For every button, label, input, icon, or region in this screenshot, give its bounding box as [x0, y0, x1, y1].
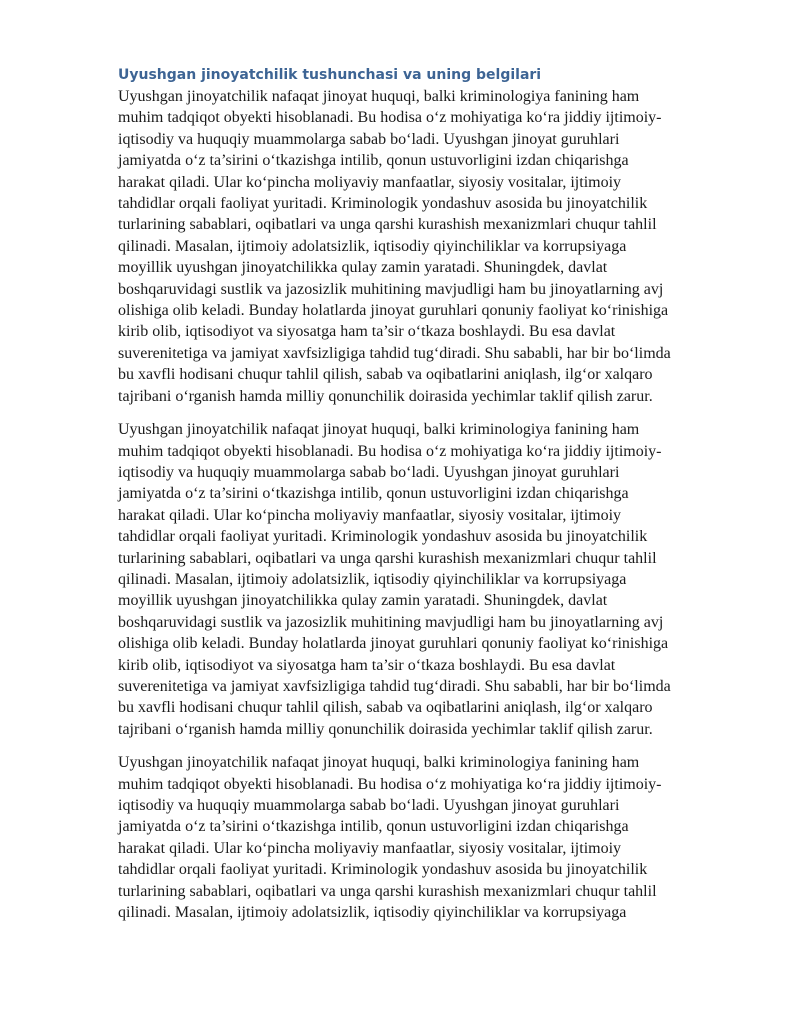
text-line: suverenitetiga va jamiyat xavfsizligiga tahdid tug‘diradi. Shu sababli, har bir bo‘limda	[118, 344, 671, 362]
text-line: tajribani o‘rganish hamda milliy qonunchilik doirasida yechimlar taklif qilish zarur.	[118, 387, 653, 405]
text-line: qilinadi. Masalan, ijtimoiy adolatsizlik, iqtisodiy qiyinchiliklar va korrupsiyaga	[118, 904, 627, 922]
text-line: iqtisodiy va huquqiy muammolarga sabab bo‘ladi. Uyushgan jinoyat guruhlari	[118, 130, 620, 148]
text-line: Uyushgan jinoyatchilik nafaqat jinoyat huquqi, balki kriminologiya fanining ham	[118, 421, 640, 439]
text-line: harakat qiladi. Ular ko‘pincha moliyaviy manfaatlar, siyosiy vositalar, ijtimoiy	[118, 173, 622, 191]
text-line: suverenitetiga va jamiyat xavfsizligiga tahdid tug‘diradi. Shu sababli, har bir bo‘limda	[118, 677, 671, 695]
text-line: tahdidlar orqali faoliyat yuritadi. Kriminologik yondashuv asosida bu jinoyatchilik	[118, 195, 648, 213]
text-line: moyillik uyushgan jinoyatchilikka qulay zamin yaratadi. Shuningdek, davlat	[118, 592, 608, 610]
text-line: olishiga olib keladi. Bunday holatlarda jinoyat guruhlari qonuniy faoliyat ko‘rinishiga	[118, 302, 669, 320]
text-line: boshqaruvidagi sustlik va jazosizlik muhitining mavjudligi ham bu jinoyatlarning avj	[118, 613, 664, 631]
text-line: Uyushgan jinoyatchilik nafaqat jinoyat huquqi, balki kriminologiya fanining ham	[118, 754, 640, 772]
text-line: iqtisodiy va huquqiy muammolarga sabab bo‘ladi. Uyushgan jinoyat guruhlari	[118, 463, 620, 481]
text-line: jamiyatda o‘z ta’sirini o‘tkazishga intilib, qonun ustuvorligini izdan chiqarishga	[118, 818, 629, 836]
text-line: harakat qiladi. Ular ko‘pincha moliyaviy manfaatlar, siyosiy vositalar, ijtimoiy	[118, 839, 622, 857]
text-line: tahdidlar orqali faoliyat yuritadi. Kriminologik yondashuv asosida bu jinoyatchilik	[118, 528, 648, 546]
text-line: muhim tadqiqot obyekti hisoblanadi. Bu hodisa o‘z mohiyatiga ko‘ra jiddiy ijtimoiy-	[118, 109, 662, 127]
paragraph-2	[118, 419, 690, 740]
text-line: tajribani o‘rganish hamda milliy qonunchilik doirasida yechimlar taklif qilish zarur.	[118, 720, 653, 738]
text-line: iqtisodiy va huquqiy muammolarga sabab bo‘ladi. Uyushgan jinoyat guruhlari	[118, 797, 620, 814]
text-line: jamiyatda o‘z ta’sirini o‘tkazishga intilib, qonun ustuvorligini izdan chiqarishga	[118, 152, 629, 170]
text-line: boshqaruvidagi sustlik va jazosizlik muhitining mavjudligi ham bu jinoyatlarning avj	[118, 280, 664, 298]
text-line: moyillik uyushgan jinoyatchilikka qulay zamin yaratadi. Shuningdek, davlat	[118, 259, 608, 277]
text-line: bu xavfli hodisani chuqur tahlil qilish, sabab va oqibatlarini aniqlash, ilg‘or xalqaro	[118, 699, 653, 717]
text-line: kirib olib, iqtisodiyot va siyosatga ham ta’sir o‘tkaza boshlaydi. Bu esa davlat	[118, 323, 616, 341]
text-line: harakat qiladi. Ular ko‘pincha moliyaviy manfaatlar, siyosiy vositalar, ijtimoiy	[118, 506, 622, 524]
text-line: kirib olib, iqtisodiyot va siyosatga ham ta’sir o‘tkaza boshlaydi. Bu esa davlat	[118, 656, 616, 674]
paragraph-1	[118, 86, 690, 407]
section-heading: Uyushgan jinoyatchilik tushunchasi va uning belgilari	[118, 67, 542, 83]
document-page	[118, 64, 690, 935]
text-line: muhim tadqiqot obyekti hisoblanadi. Bu hodisa o‘z mohiyatiga ko‘ra jiddiy ijtimoiy-	[118, 442, 662, 460]
text-line: muhim tadqiqot obyekti hisoblanadi. Bu hodisa o‘z mohiyatiga ko‘ra jiddiy ijtimoiy-	[118, 775, 662, 793]
text-line: tahdidlar orqali faoliyat yuritadi. Kriminologik yondashuv asosida bu jinoyatchilik	[118, 861, 648, 879]
text-line: bu xavfli hodisani chuqur tahlil qilish, sabab va oqibatlarini aniqlash, ilg‘or xalqaro	[118, 366, 653, 384]
text-line: qilinadi. Masalan, ijtimoiy adolatsizlik, iqtisodiy qiyinchiliklar va korrupsiyaga	[118, 237, 627, 255]
text-line: olishiga olib keladi. Bunday holatlarda jinoyat guruhlari qonuniy faoliyat ko‘rinishiga	[118, 635, 669, 653]
text-line: turlarining sabablari, oqibatlari va unga qarshi kurashish mexanizmlari chuqur tahlil	[118, 882, 657, 900]
text-line: jamiyatda o‘z ta’sirini o‘tkazishga intilib, qonun ustuvorligini izdan chiqarishga	[118, 485, 629, 503]
text-line: qilinadi. Masalan, ijtimoiy adolatsizlik, iqtisodiy qiyinchiliklar va korrupsiyaga	[118, 570, 627, 588]
text-line: turlarining sabablari, oqibatlari va unga qarshi kurashish mexanizmlari chuqur tahlil	[118, 549, 657, 567]
paragraph-3	[118, 752, 690, 923]
text-line: Uyushgan jinoyatchilik nafaqat jinoyat huquqi, balki kriminologiya fanining ham	[118, 88, 640, 105]
text-line: turlarining sabablari, oqibatlari va unga qarshi kurashish mexanizmlari chuqur tahlil	[118, 216, 657, 234]
